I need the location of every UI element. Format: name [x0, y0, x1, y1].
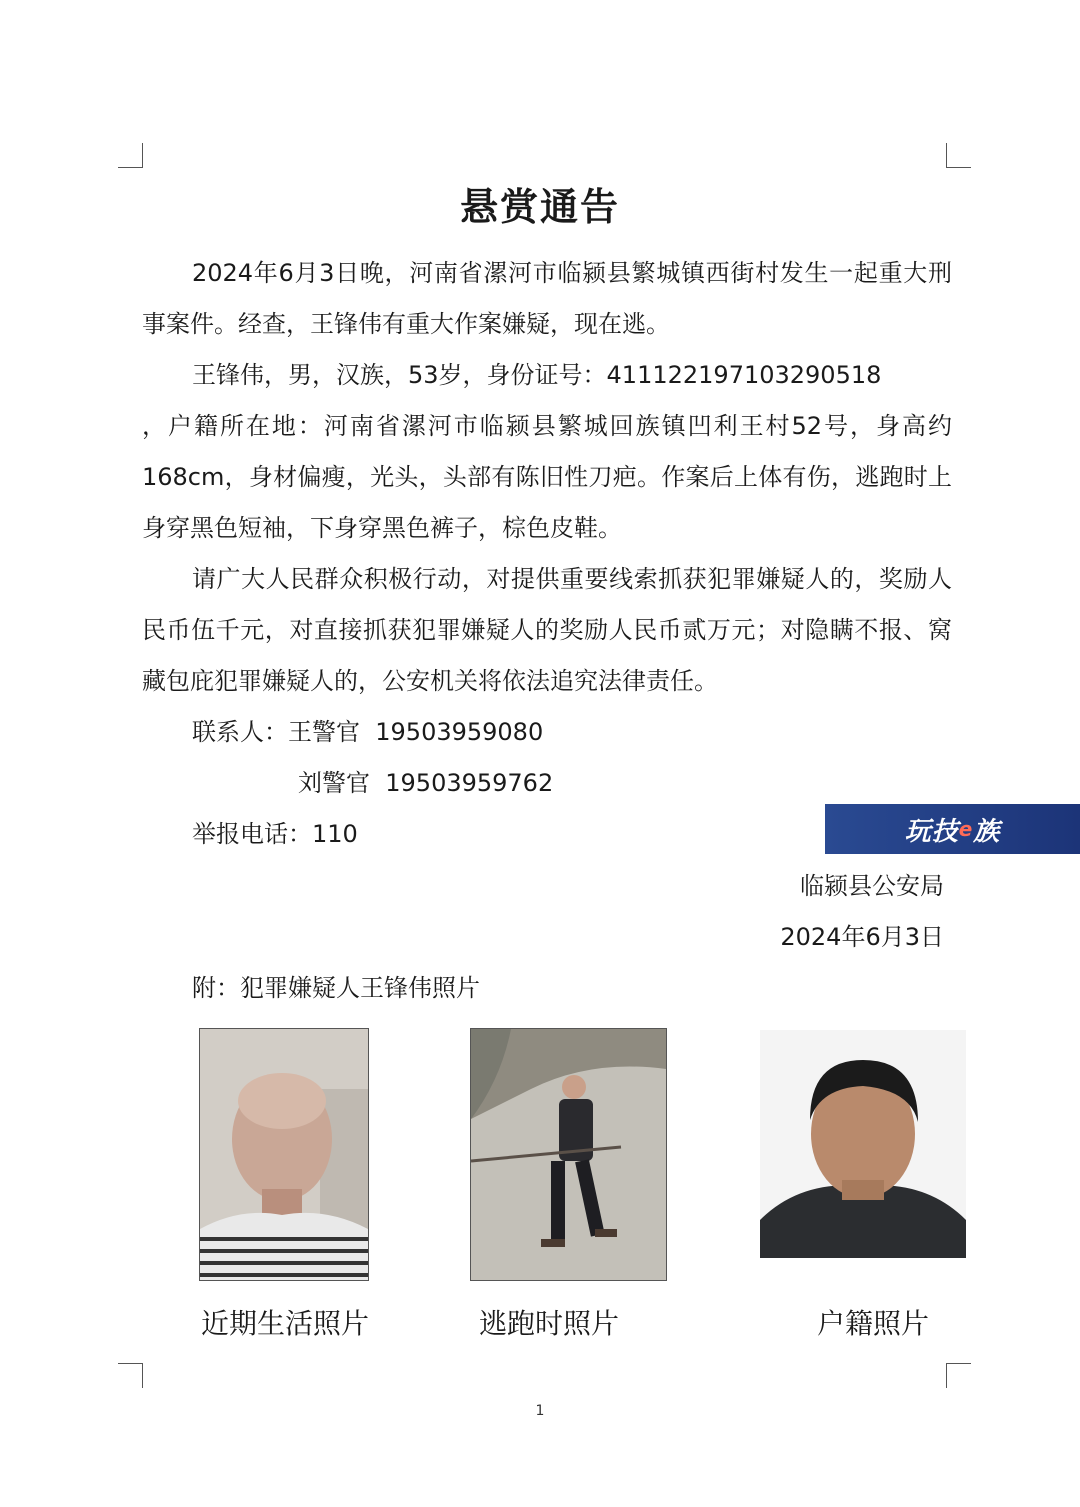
paragraph-incident: 2024年6月3日晚，河南省漯河市临颍县繁城镇西街村发生一起重大刑事案件。经查，王锋伟有重大作案嫌疑，现在逃。 [142, 259, 952, 338]
watermark-logo [825, 804, 1080, 854]
contact-line-2: 刘警官 19503959762 [298, 769, 554, 797]
notice-body [142, 248, 952, 860]
caption-recent-life: 近期生活照片 [201, 1307, 370, 1340]
caption-household-registration: 户籍照片 [817, 1307, 930, 1340]
crop-mark-bottom-left [118, 1363, 143, 1388]
issuer-org: 临颍县公安局 [800, 872, 944, 900]
report-phone-line: 举报电话：110 [192, 820, 358, 848]
paragraph-reward: 请广大人民群众积极行动，对提供重要线索抓获犯罪嫌疑人的，奖励人民币伍千元，对直接抓获犯罪嫌疑人的奖励人民币贰万元；对隐瞒不报、窝藏包庇犯罪嫌疑人的，公安机关将依法追究法律责任。 [142, 565, 952, 695]
crop-mark-bottom-right [946, 1363, 971, 1388]
notice-title: 悬赏通告 [459, 185, 620, 229]
paragraph-suspect-details: ，户籍所在地：河南省漯河市临颍县繁城回族镇凹利王村52号，身高约168cm，身材偏瘦，光头，头部有陈旧性刀疤。作案后上体有伤，逃跑时上身穿黑色短袖，下身穿黑色裤子，棕色皮鞋。 [142, 412, 952, 542]
photo-fleeing [470, 1028, 667, 1281]
photo-recent-life [199, 1028, 369, 1281]
crop-mark-top-right [946, 143, 971, 168]
issue-date: 2024年6月3日 [780, 923, 944, 951]
watermark-text: 玩技 [904, 816, 959, 847]
photo-household-registration [760, 1030, 966, 1258]
caption-fleeing: 逃跑时照片 [479, 1307, 620, 1340]
paragraph-suspect-line1: 王锋伟，男，汉族，53岁，身份证号：411122197103290518 [192, 361, 882, 389]
watermark-e: e [958, 817, 974, 841]
page-number: 1 [535, 1403, 545, 1419]
contact-line-1: 联系人：王警官 19503959080 [192, 718, 544, 746]
watermark-tail: 族 [973, 816, 1001, 847]
crop-mark-top-left [118, 143, 143, 168]
attachment-note: 附：犯罪嫌疑人王锋伟照片 [192, 974, 480, 1002]
